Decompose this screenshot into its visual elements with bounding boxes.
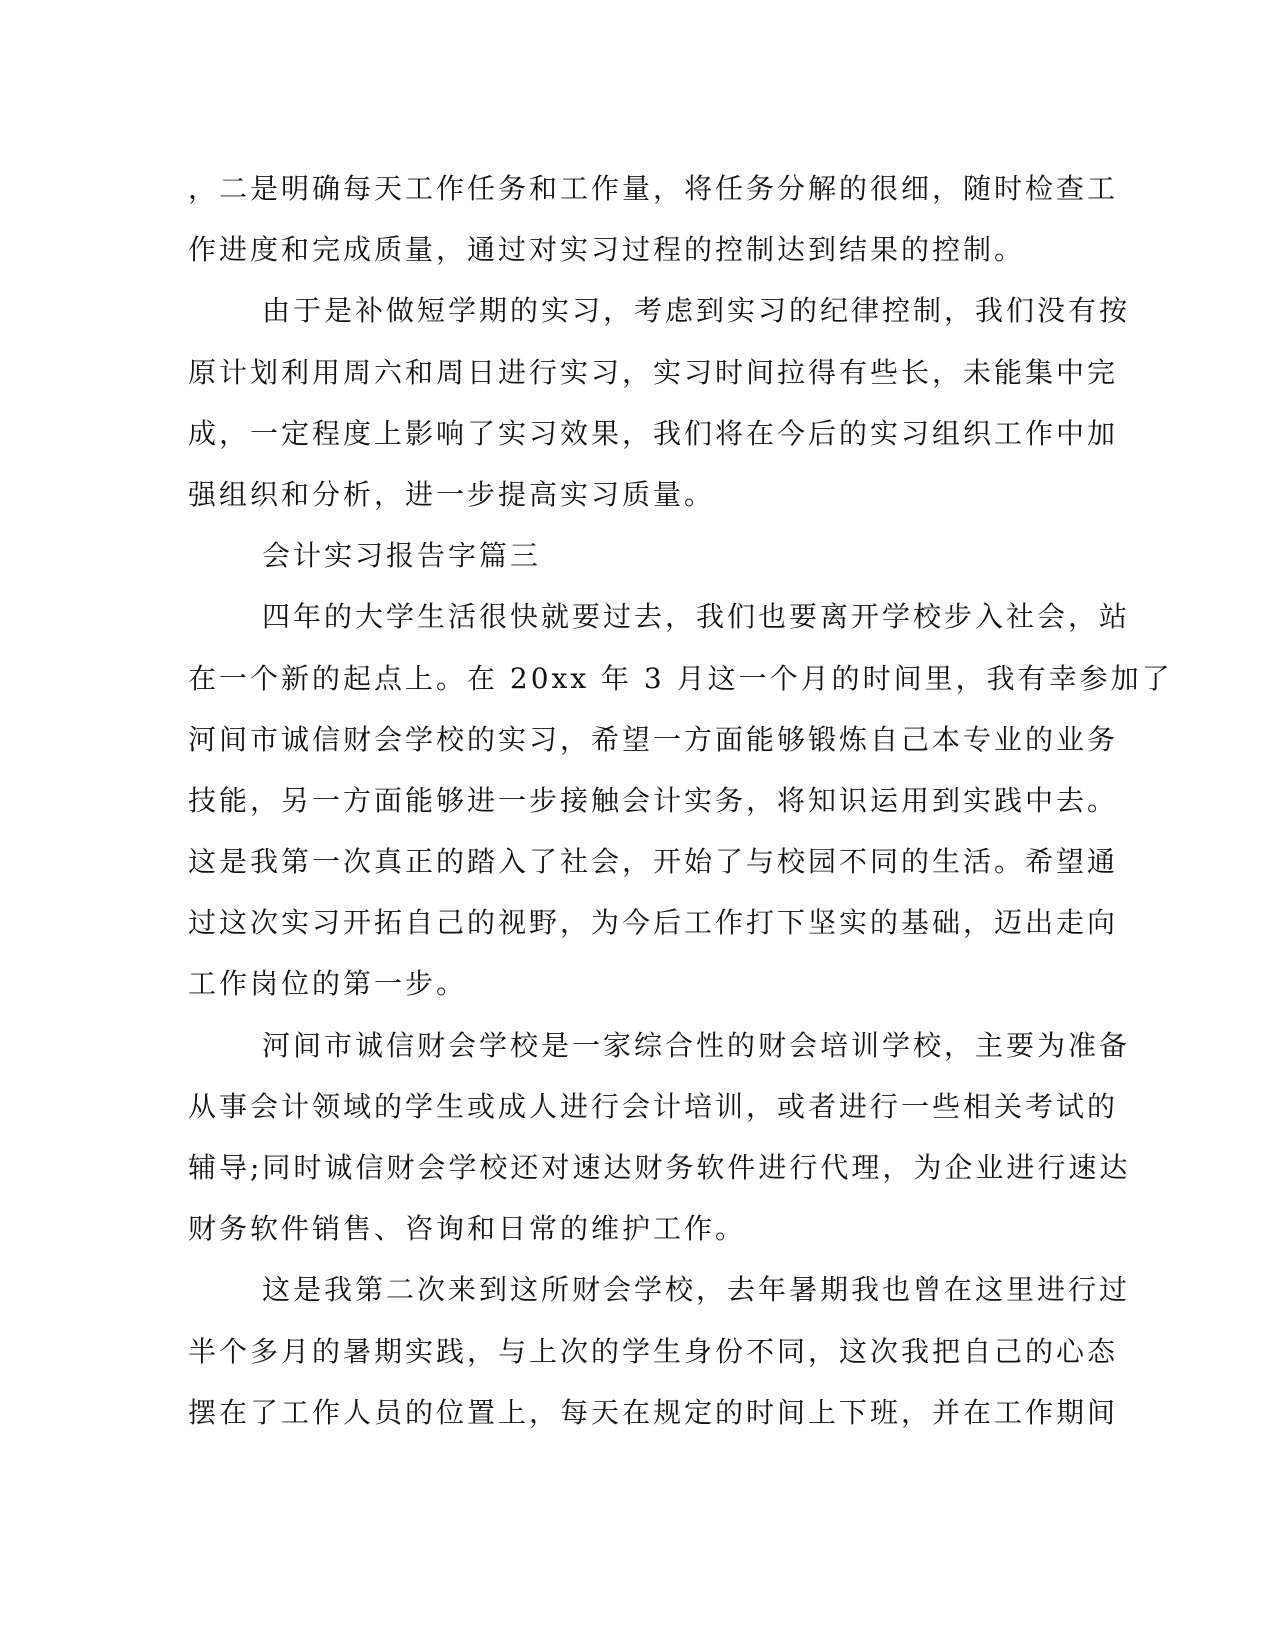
text-line: ，二是明确每天工作任务和工作量，将任务分解的很细，随时检查工 — [188, 172, 1119, 205]
text-line: 作进度和完成质量，通过对实习过程的控制达到结果的控制。 — [188, 233, 1026, 267]
text-line: 工作岗位的第一步。 — [188, 967, 468, 1001]
text-line: 半个多月的暑期实践，与上次的学生身份不同，这次我把自己的心态 — [188, 1334, 1119, 1368]
text-line: 由于是补做短学期的实习，考虑到实习的纪律控制，我们没有按 — [262, 294, 1131, 328]
text-line: 过这次实习开拓自己的视野，为今后工作打下坚实的基础，迈出走向 — [188, 906, 1119, 940]
text-line: 原计划利用周六和周日进行实习，实习时间拉得有些长，未能集中完 — [188, 355, 1119, 389]
text-line: 从事会计领域的学生或成人进行会计培训，或者进行一些相关考试的 — [188, 1089, 1119, 1123]
text-line: 强组织和分析，进一步提高实习质量。 — [188, 477, 716, 511]
text-line: 摆在了工作人员的位置上，每天在规定的时间上下班，并在工作期间 — [188, 1395, 1119, 1429]
paragraph — [188, 280, 1131, 525]
paragraph — [188, 158, 1119, 280]
text-line: 辅导;同时诚信财会学校还对速达财务软件进行代理，为企业进行速达 — [188, 1151, 1131, 1184]
document-body — [188, 158, 1173, 1443]
text-line: 财务软件销售、咨询和日常的维护工作。 — [188, 1212, 747, 1246]
paragraph — [188, 1259, 1131, 1443]
text-line: 技能，另一方面能够进一步接触会计实务，将知识运用到实践中去。 — [188, 783, 1119, 817]
text-line: 这是我第一次真正的踏入了社会，开始了与校园不同的生活。希望通 — [188, 845, 1119, 879]
text-line: 在一个新的起点上。在 20xx 年 3 月这一个月的时间里，我有幸参加了 — [188, 661, 1173, 695]
text-line: 这是我第二次来到这所财会学校，去年暑期我也曾在这里进行过 — [262, 1273, 1131, 1307]
text-line: 四年的大学生活很快就要过去，我们也要离开学校步入社会，站 — [262, 600, 1131, 634]
text-line: 成，一定程度上影响了实习效果，我们将在今后的实习组织工作中加 — [188, 416, 1119, 450]
text-line: 河间市诚信财会学校的实习，希望一方面能够锻炼自己本专业的业务 — [188, 722, 1119, 756]
heading-text: 会计实习报告字篇三 — [262, 539, 542, 573]
section-heading — [188, 525, 1068, 586]
paragraph — [188, 1015, 1131, 1260]
paragraph — [188, 586, 1173, 1014]
text-line: 河间市诚信财会学校是一家综合性的财会培训学校，主要为准备 — [262, 1028, 1131, 1062]
